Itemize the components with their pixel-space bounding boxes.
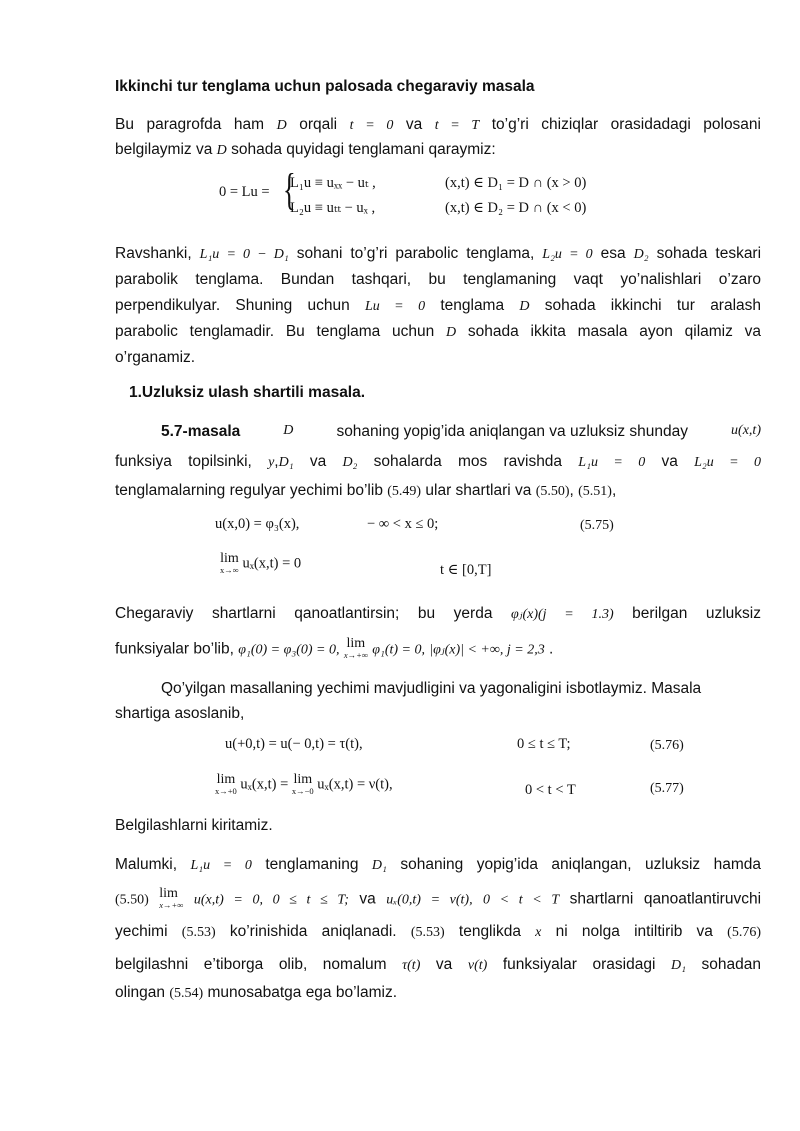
math-D1: D₁: [670, 958, 686, 973]
paragraph-6-line-4: [115, 956, 761, 974]
paragraph-4-line-1: Qo’yilgan masallaning yechimi mavjudligini va yagonaligini isbotlaymiz. Masala: [161, 680, 702, 697]
lim-word: lim: [159, 886, 178, 901]
text: sohada quyidagi tenglamani qaraymiz:: [231, 141, 496, 158]
math-t-zero: t = 0: [349, 118, 394, 133]
text: belgilashni e’tiborga olib, nomalum: [115, 956, 387, 973]
ref-5-49: (5.49): [387, 484, 422, 499]
text: ni nolga intiltirib va: [555, 923, 713, 940]
math-condition: u(x,t) = 0, 0 ≤ t ≤ T;: [193, 892, 349, 908]
problem-line-2: funksiya topilsinki, y,D₁ va D₂ sohalarda mos ravishda L₁u = 0 va L₂u = 0: [115, 453, 762, 470]
text: sohani to’g’ri parabolic tenglama,: [296, 245, 535, 262]
math-L2u: L₂u = 0: [542, 247, 593, 262]
text: sohadan: [701, 956, 761, 973]
math-D1: D₁: [371, 858, 387, 873]
math-L2u: L₂u = 0: [694, 455, 762, 470]
text: ko’rinishida aniqlanadi.: [229, 923, 397, 940]
paragraph-6-line-2: [115, 888, 761, 911]
math-tau: τ(t): [402, 958, 421, 973]
text: va: [435, 956, 453, 973]
text: shartlarni qanoatlantiruvchi: [569, 890, 762, 908]
limit-expression: uₓ(x,t) = 0: [242, 555, 302, 572]
problem-line-3: tenglamalarning regulyar yechimi bo’lib (5.49) ular shartlari va (5.50), (5.51),: [115, 482, 617, 499]
math-D2: D₂: [342, 455, 358, 470]
math-phi-condition: φ₁(0) = φ₃(0) = 0,: [238, 642, 340, 658]
ref-5-50: (5.50): [115, 892, 149, 908]
lim-word: lim: [220, 551, 239, 566]
system-lhs: 0 = Lu =: [219, 184, 270, 200]
math-t-T: t = T: [434, 118, 480, 133]
text: Ravshanki,: [115, 245, 192, 262]
problem-line-1: [161, 423, 761, 441]
lim-subscript: x→+∞: [159, 900, 184, 910]
math-D: D: [276, 118, 287, 133]
text: olingan: [115, 984, 165, 1001]
lim-word: lim: [216, 772, 236, 787]
problem-label: 5.7-masala: [161, 423, 241, 440]
math-condition: 0 < t < T: [483, 892, 560, 908]
math-D1: D₁: [278, 455, 294, 470]
text: tenglamaning: [265, 856, 359, 873]
paragraph-2-line-3: [115, 297, 761, 315]
system-row-2: L₂u ≡ uₜₜ − uₓ ,: [290, 200, 376, 216]
text: sohada teskari: [656, 245, 762, 262]
ref-5-54: (5.54): [169, 986, 204, 1001]
eq-5-77-number: (5.77): [650, 781, 684, 796]
text: esa: [600, 245, 626, 262]
system-row-2-condition: (x,t) ∈ D₂ = D ∩ (x < 0): [445, 200, 587, 216]
math-x: x: [535, 925, 542, 940]
text: va: [661, 453, 678, 470]
eq-5-75-limit-condition: t ∈ [0,T]: [440, 562, 492, 578]
text: munosabatga ega bo’lamiz.: [207, 984, 398, 1001]
lim-word: lim: [293, 772, 313, 787]
paragraph-4-line-2: shartiga asoslanib,: [115, 705, 245, 722]
text: funksiyalar bo’lib,: [115, 640, 234, 658]
math-phi-bounded: |φⱼ(x)| < +∞, j = 2,3: [429, 642, 545, 658]
eq-5-75-number: (5.75): [580, 518, 614, 533]
math-Lu: Lu = 0: [364, 299, 426, 314]
system-row-1: L₁u ≡ uₓₓ − uₜ ,: [290, 175, 376, 191]
lim-subscript: x→∞: [220, 565, 239, 575]
paragraph-2-line-4: [115, 323, 761, 341]
math-D: D: [283, 423, 294, 438]
lim-subscript: x→+0: [215, 786, 237, 796]
math-nu: ν(t): [467, 958, 488, 973]
limit-expression: uₓ(x,t) =: [240, 776, 289, 793]
text: belgilaymiz va: [115, 141, 213, 158]
text: va: [359, 890, 376, 908]
text: perpendikulyar. Shuning uchun: [115, 297, 350, 314]
math-L1u: L₁u = 0: [578, 455, 646, 470]
text: tenglama: [440, 297, 505, 314]
math-phi-j: φⱼ(x)(j = 1.3): [511, 607, 614, 622]
text: berilgan uzluksiz: [632, 605, 761, 622]
text: to’g’ri chiziqlar orasidadagi polosani: [491, 116, 761, 133]
lim-word: lim: [346, 636, 366, 651]
paragraph-1-line-1: [115, 116, 761, 134]
left-brace: {: [283, 165, 296, 214]
math-y: y: [268, 455, 275, 470]
lim-subscript: x→−0: [291, 786, 314, 796]
text: sohaning yopig’ida aniqlangan, uzluksiz hamda: [400, 856, 761, 873]
eq-5-76-condition: 0 ≤ t ≤ T;: [517, 736, 571, 752]
lim-subscript: x→+∞: [343, 650, 368, 660]
ref-5-50: (5.50): [535, 484, 570, 499]
text: Bu paragrofda ham: [115, 116, 265, 133]
math-phi1-limit: φ₁(t) = 0,: [372, 642, 425, 658]
ref-5-76: (5.76): [727, 925, 761, 940]
text: sohada ikkinchi tur aralash: [544, 297, 762, 314]
paragraph-3-line-2: [115, 638, 553, 661]
section-heading: 1.Uzluksiz ulash shartili masala.: [129, 384, 366, 401]
eq-5-76-number: (5.76): [650, 738, 684, 753]
text: .: [549, 640, 554, 658]
text: yechimi: [115, 923, 168, 940]
text: va: [405, 116, 423, 133]
ref-5-51: (5.51): [578, 484, 612, 499]
text: Malumki,: [115, 856, 178, 873]
paragraph-2-line-1: [115, 245, 761, 263]
paragraph-5: Belgilashlarni kiritamiz.: [115, 817, 273, 834]
eq-5-77-condition: 0 < t < T: [525, 782, 576, 798]
text: tenglikda: [458, 923, 521, 940]
ref-5-53: (5.53): [181, 925, 216, 940]
system-row-1-condition: (x,t) ∈ D₁ = D ∩ (x > 0): [445, 175, 587, 191]
paragraph-1-line-2: [115, 141, 496, 159]
math-D: D: [216, 143, 227, 158]
text: orqali: [299, 116, 338, 133]
text: sohada ikkita masala ayon qilamiz va: [467, 323, 761, 340]
limit-expression: uₓ(x,t) = ν(t),: [317, 776, 393, 793]
eq-5-76-lhs: u(+0,t) = u(− 0,t) = τ(t),: [225, 736, 363, 752]
text: sohaning yopig’ida aniqlangan va uzluksiz shunday: [336, 423, 689, 440]
text: va: [309, 453, 327, 470]
text: Chegaraviy shartlarni qanoatlantirsin; bu yerda: [115, 605, 493, 622]
paragraph-6-line-1: [115, 856, 761, 874]
paragraph-6-line-3: [115, 923, 761, 941]
math-D: D: [519, 299, 530, 314]
text: funksiyalar orasidagi: [502, 956, 656, 973]
text: parabolic tenglamadir. Bu tenglama uchun: [115, 323, 435, 340]
text: tenglamalarning regulyar yechimi bo’lib: [115, 482, 383, 499]
paragraph-3-line-1: [115, 605, 761, 623]
paragraph-2-line-5: o’rganamiz.: [115, 349, 196, 366]
eq-5-75-lhs: u(x,0) = φ₃(x),: [215, 516, 300, 532]
math-L1u: L₁u = 0 − D₁: [199, 247, 289, 262]
ref-5-53: (5.53): [410, 925, 445, 940]
math-D2: D₂: [633, 247, 649, 262]
math-L1u: L₁u = 0: [190, 858, 252, 873]
math-condition: uₓ(0,t) = ν(t),: [386, 892, 473, 908]
eq-5-75-condition: − ∞ < x ≤ 0;: [367, 516, 439, 532]
math-uxt: u(x,t): [731, 423, 761, 438]
paragraph-6-line-5: [115, 984, 397, 1002]
eq-5-77-lhs: [215, 774, 393, 797]
eq-5-75-limit: [220, 553, 301, 576]
paragraph-2-line-2: parabolik tenglama. Bundan tashqari, bu tenglamaning vaqt yo’nalishlari o’zaro: [115, 271, 761, 288]
text: ular shartlari va: [425, 482, 532, 499]
page-title: Ikkinchi tur tenglama uchun palosada chegaraviy masala: [115, 78, 535, 95]
text: funksiya topilsinki,: [115, 453, 252, 470]
math-D: D: [446, 325, 457, 340]
text: sohalarda mos ravishda: [373, 453, 563, 470]
